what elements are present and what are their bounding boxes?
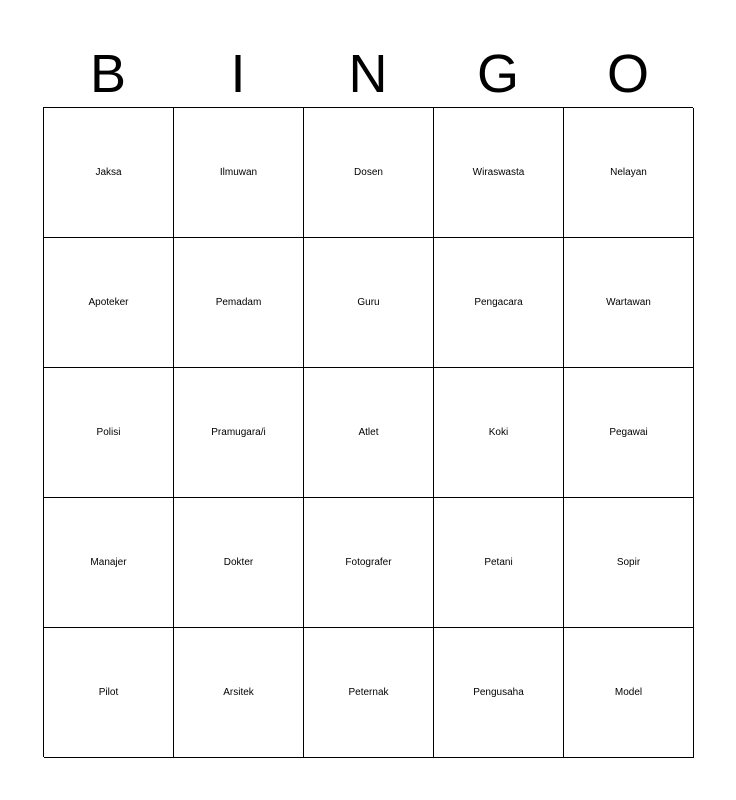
bingo-header [43,40,693,108]
bingo-cell: Pramugara/i [174,368,304,498]
bingo-cell: Sopir [564,498,694,628]
header-letter-g: G [476,44,519,104]
bingo-cell: Jaksa [44,108,174,238]
bingo-cell: Polisi [44,368,174,498]
bingo-cell: Model [564,628,694,758]
header-letter-n: N [348,44,388,104]
bingo-cell: Koki [434,368,564,498]
bingo-cell: Apoteker [44,238,174,368]
bingo-cell: Manajer [44,498,174,628]
bingo-cell: Pengusaha [434,628,564,758]
bingo-cell: Nelayan [564,108,694,238]
bingo-cell: Pemadam [174,238,304,368]
bingo-cell: Guru [304,238,434,368]
header-letter-i: I [230,44,246,104]
bingo-cell: Pegawai [564,368,694,498]
bingo-board [43,107,693,757]
bingo-cell: Petani [434,498,564,628]
bingo-cell: Fotografer [304,498,434,628]
bingo-cell: Dosen [304,108,434,238]
bingo-cell: Dokter [174,498,304,628]
bingo-cell: Pilot [44,628,174,758]
bingo-cell: Wartawan [564,238,694,368]
header-letter-b: B [89,44,127,104]
bingo-cell: Arsitek [174,628,304,758]
bingo-cell: Peternak [304,628,434,758]
header-letter-o: O [606,44,649,104]
bingo-cell: Wiraswasta [434,108,564,238]
bingo-cell: Atlet [304,368,434,498]
bingo-cell: Pengacara [434,238,564,368]
bingo-cell: Ilmuwan [174,108,304,238]
